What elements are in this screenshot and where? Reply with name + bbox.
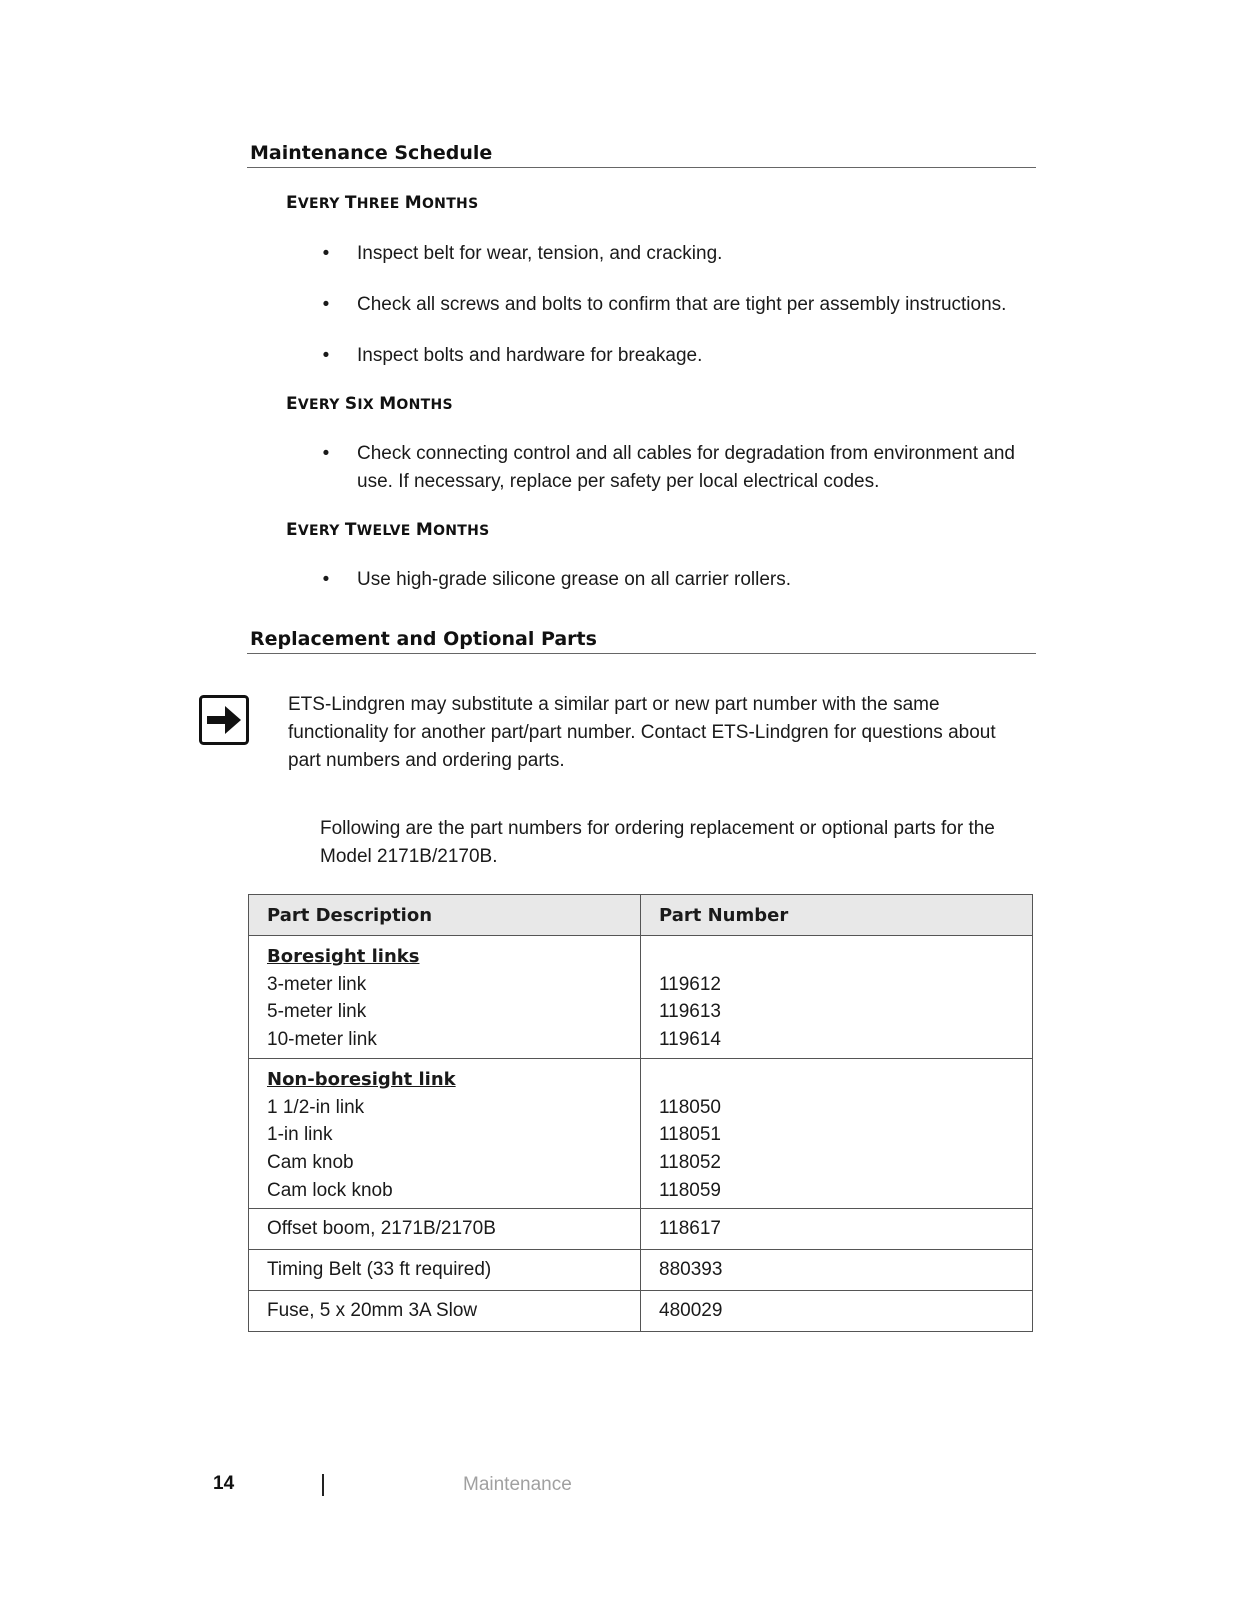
part-description: 1-in link (267, 1124, 333, 1146)
part-number: 119612 (659, 973, 721, 995)
part-description: 10-meter link (267, 1029, 377, 1051)
parts-intro: Following are the part numbers for ordering replacement or optional parts for the Model 2171B/2170B. (320, 818, 995, 867)
non-boresight-number-cell (641, 1058, 1033, 1209)
part-number: 118617 (641, 1209, 1033, 1250)
boresight-description-cell (249, 936, 641, 1059)
part-number: 118052 (659, 1151, 721, 1173)
list-item: • Use high-grade silicone grease on all carrier rollers. (319, 566, 1039, 594)
part-description: Cam lock knob (267, 1179, 393, 1201)
footer-divider (322, 1474, 324, 1496)
group-title: Non-boresight link (267, 1068, 456, 1090)
part-number: 118059 (659, 1179, 721, 1201)
bullet-icon: • (322, 569, 330, 590)
parts-table (248, 894, 1033, 1332)
table-row (249, 1291, 1033, 1332)
list-item: • Check connecting control and all cables for degradation from environment and use. If necessary, replace per safety per local electrical codes. (319, 440, 1039, 496)
note-text: ETS-Lindgren may substitute a similar part or new part number with the same functionality for another part/part number. Contact ETS-Lindgren for questions about part numbers and ordering parts. (288, 694, 996, 771)
replacement-parts-heading: Replacement and Optional Parts (247, 628, 1036, 654)
column-header-part-number: Part Number (641, 895, 1033, 936)
part-description: 3-meter link (267, 973, 367, 995)
every-twelve-months-heading: EVERY TWELVE MONTHS (286, 520, 490, 540)
boresight-number-cell (641, 936, 1033, 1059)
part-number: 480029 (641, 1291, 1033, 1332)
table-row (249, 936, 1033, 1059)
part-description: Fuse, 5 x 20mm 3A Slow (249, 1291, 641, 1332)
maintenance-schedule-heading: Maintenance Schedule (247, 142, 1036, 168)
part-description: Cam knob (267, 1151, 354, 1173)
part-number: 119613 (659, 1001, 721, 1023)
footer-section-title: Maintenance (463, 1474, 572, 1495)
list-item: • Inspect belt for wear, tension, and cracking. (319, 240, 1039, 268)
column-header-description: Part Description (249, 895, 641, 936)
part-description: 1 1/2-in link (267, 1096, 365, 1118)
part-description: Timing Belt (33 ft required) (249, 1250, 641, 1291)
part-number: 880393 (641, 1250, 1033, 1291)
every-three-months-heading: EVERY THREE MONTHS (286, 193, 479, 213)
bullet-icon: • (322, 443, 330, 464)
part-number: 119614 (659, 1029, 721, 1051)
part-number: 118051 (659, 1124, 721, 1146)
every-six-months-heading: EVERY SIX MONTHS (286, 394, 453, 414)
bullet-icon: • (322, 243, 330, 264)
page-number: 14 (213, 1473, 235, 1494)
list-item: • Inspect bolts and hardware for breakage. (319, 342, 1039, 370)
table-row (249, 1058, 1033, 1209)
non-boresight-description-cell (249, 1058, 641, 1209)
right-arrow-icon (199, 695, 249, 745)
list-item: • Check all screws and bolts to confirm that are tight per assembly instructions. (319, 291, 1039, 319)
part-description: 5-meter link (267, 1001, 367, 1023)
group-title: Boresight links (267, 946, 420, 967)
part-description: Offset boom, 2171B/2170B (249, 1209, 641, 1250)
part-number: 118050 (659, 1096, 721, 1118)
table-row (249, 1250, 1033, 1291)
bullet-icon: • (322, 294, 330, 315)
bullet-icon: • (322, 345, 330, 366)
table-header-row (249, 895, 1033, 936)
table-row (249, 1209, 1033, 1250)
